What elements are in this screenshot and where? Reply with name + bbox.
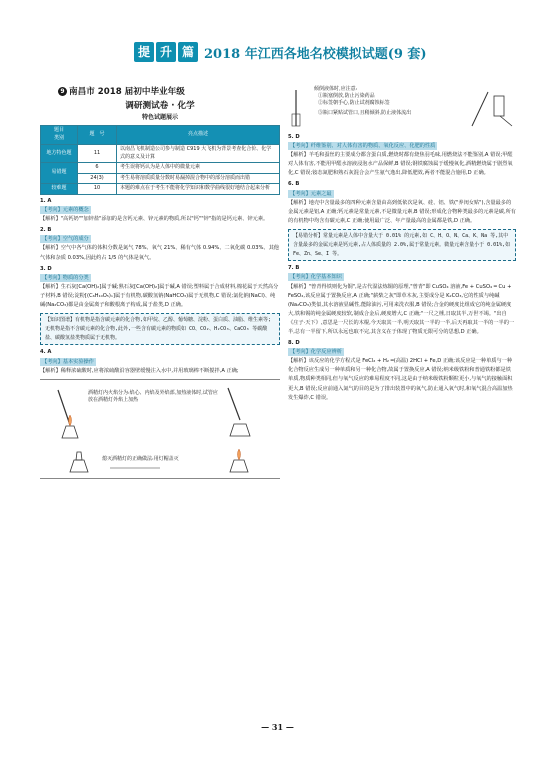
topic-tag: 【考向】物质的分类 — [42, 274, 89, 281]
exam-title: 调研测试卷 · 化学 — [125, 101, 195, 111]
table-row — [41, 145, 280, 163]
table-cell: 易错题 — [41, 163, 78, 184]
school-heading — [40, 86, 280, 98]
table-cell: 10 — [78, 184, 117, 195]
paper-number: 9 — [58, 87, 67, 96]
answer-8: 8. D — [288, 340, 300, 347]
table-cell: 本题的难点在于考生不能将化学知识和数学曲线很好地结合起来分析 — [117, 184, 280, 195]
explanation-8: 【解析】该反应的化学方程式是 FeCl₂ + H₂ ═(高温) 2HCl + Fe,D 正确;该反应是一种单质与一种化合物反应生成另一种单质和另一种化合物,故属于置换反应,A 错误;纳米级铁粉和普通铁粉都是铁单质,物质种类相同,但与氧气反应的难易程度不同,这是由于纳米级铁粉颗粒更小,与氧气的接触面积更大,B 错误;反应前通入氮气的目的是为了排出装置中的氧气,防止通入氧气时,和氧气混合高温加热发生爆炸,C 错误。 — [288, 358, 513, 401]
figure-caption: 倾倒液体时,应注意: — [314, 86, 358, 92]
table-row — [41, 163, 280, 174]
explanation-1: 【解析】"高钙奶""加锌盐"添加的是含钙元素、锌元素的物质,所以"钙""锌"指的是钙元素、锌元素。 — [40, 216, 269, 223]
topic-tag: 【考向】元素之最 — [290, 190, 332, 197]
feature-heading: 特色试题展示 — [141, 114, 178, 121]
explanation-5: 【解析】羊毛和蚕丝的主要成分都含蛋白质,燃烧时都有烧焦羽毛味,用燃烧法不能鉴别,A 错误;甲醛对人体有害,不能用甲醛水溶液浸泡水产品保鲜,B 错误;钢铁腐蚀属于缓慢氧化,酒精燃烧属于剧烈氧化,C 错误;铵态氮肥和熟石灰混合会产生氨气逸出,降低肥效,两者不能混合施用,D 正确。 — [288, 152, 513, 177]
school-name: 南昌市 2018 届初中毕业年级 — [69, 87, 185, 97]
badge-char: 篇 — [178, 42, 198, 62]
topic-tag: 【考向】基本实验操作 — [42, 358, 94, 365]
explanation-3: 【解析】生石灰[Ca(OH)₂]属于碱;熟石灰[Ca(OH)₂]属于碱,A 错误;塑料属于合成材料,棉花属于天然高分子材料,B 错误;淀粉[(C₆H₁₀O₅)ₙ]属于有机物,碳酸氢钠(NaHCO₃)属于无机物,C 错误;氯化钠(NaCl)、纯碱(Na₂CO₃)都是由金属离子和酸根离子构成,属于盐类,D 正确。 — [40, 283, 279, 308]
topic-tag: 【考向】空气的成分 — [42, 236, 89, 243]
table-header: 题目 类别 — [41, 126, 78, 145]
topic-tag: 【考向】元素的概念 — [42, 207, 89, 214]
right-column — [288, 86, 516, 403]
error-analysis-box: 【易错分析】常量元素是人体中含量大于 0.01% 的元素,如 C、H、O、N、Ca、K、Na 等,其中含量最多的金属元素是钙元素,占人体质量的 2.0%,属于常量元素。微量元素含量小于 0.01%,如 Fe、Zn、Se、I 等。 — [288, 229, 516, 261]
answer-2: 2. B — [40, 227, 52, 234]
section-badge — [134, 42, 198, 62]
explanation-6: 【解析】地壳中含量最多的四种元素含量由高到低依次是氧、硅、铝、铁("养闺女贴"),含量最多的金属元素是铝,A 正确;钙元素是常量元素,不是微量元素,B 错误;形成化合物种类最多的元素是碳,所有的有机物中均含有碳元素,C 正确;使用最广泛、年产量最高的金属都是铁,D 正确。 — [288, 199, 516, 224]
explanation-2: 【解析】空气中各气体的体积分数是氮气 78%、氧气 21%、稀有气体 0.94%、二氧化碳 0.03%、其他气体和杂质 0.03%,因此约占 1/5 的气体是氧气。 — [40, 245, 279, 261]
table-cell: 较难题 — [41, 184, 78, 195]
table-cell: 6 — [78, 163, 117, 174]
left-column — [40, 86, 280, 482]
table-cell: 24(3) — [78, 173, 117, 184]
answer-7: 7. B — [288, 265, 300, 272]
explanation-4: 【解析】稀释浓硫酸时,应将浓硫酸沿容器壁缓慢注入水中,并用玻璃棒不断搅拌,A 正确; — [40, 367, 239, 374]
figure-caption: 酒精灯内火焰分为:焰心、内焰及外焰部,加热液体时,试管应放在酒精灯外焰上加热 — [88, 389, 218, 403]
table-header: 亮点描述 — [117, 126, 280, 145]
table-cell: 地方特色题 — [41, 145, 78, 163]
topic-tag: 【考向】化学基本知识 — [290, 274, 342, 281]
answer-6: 6. B — [288, 181, 300, 188]
answer-4: 4. A — [40, 349, 52, 356]
table-cell: 以南昌飞机制造公司参与制造 C919 大飞机为背景考查化合价、化学式的意义及计算 — [117, 145, 280, 163]
knowledge-box: 【知识图谱】有机物是指含碳元素的化合物,如甲烷、乙醇、葡萄糖、淀粉、蛋白质、油脂、维生素等;无机物是指不含碳元素的化合物,此外,一些含有碳元素的物质如 CO、CO₂、H₂CO₃、CaCO₃ 等碳酸盐、碳酸氢盐类物质属于无机物。 — [40, 313, 280, 345]
explanation-7: 【解析】"曾青得铁则化为铜",是古代湿法炼铜的原理,"曾青"即 CuSO₄ 溶液,Fe + CuSO₄ ═ Cu + FeSO₄,该反应属于置换反应,A 正确;"薪柴之灰"即草木灰,主要成分是 K₂CO₃,它的性质与纯碱(Na₂CO₃)类似,其水溶液显碱性,能除油污,可用来洗衣服,B 错误;合金的硬度比组成它的纯金属硬度大,铁和锡的纯金属硬度较软,制成合金后,硬度增大,C 正确;"一尺之棰,日取其半,万世不竭。"出自《庄子·天下》,意思是一尺长的木棍,今天取其一半,明天取其一半的一半,后天再取其一半的一半的一半,总有一半留下,所以永远也取不完,其含义在于体现了物质无限可分的思想,D 正确。 — [288, 283, 515, 335]
topic-tag: 【考向】化学反应辨析 — [290, 349, 342, 356]
badge-char: 提 — [134, 42, 154, 62]
page-number: — 31 — — [261, 722, 294, 732]
answer-5: 5. D — [288, 134, 300, 140]
page-header — [0, 38, 555, 68]
answer-3: 3. D — [40, 265, 52, 272]
table-cell: 11 — [78, 145, 117, 163]
page-title: 2018 年江西各地名校模拟试题(9 套) — [204, 47, 427, 62]
topic-tag: 【考向】纤维鉴别、对人体有害的物质、氧化反应、化肥的性质 — [290, 143, 436, 150]
figure-caption: ③瓶口紧贴试管口,且稍倾斜,防止液体流出 — [318, 110, 412, 116]
answer-1: 1. A — [40, 197, 52, 204]
table-cell: 考生误将钙认为是人体中的微量元素 — [117, 163, 280, 174]
experiment-illustration — [40, 379, 280, 479]
pouring-illustration — [288, 86, 516, 130]
table-header: 题 号 — [78, 126, 117, 145]
figure-caption: ②标签朝手心,防止试剂腐蚀标签 — [318, 100, 390, 106]
figure-caption: ①瓶塞倒放,防止污染药品 — [318, 93, 375, 99]
figure-caption: 熄灭酒精灯的正确做法:用灯帽盖灭 — [102, 455, 179, 462]
badge-char: 升 — [156, 42, 176, 62]
table-cell: 考生易将溶质质量分数时易漏掉混合物中的部分溶质而出错 — [117, 173, 280, 184]
table-row — [41, 184, 280, 195]
feature-table — [40, 125, 280, 195]
